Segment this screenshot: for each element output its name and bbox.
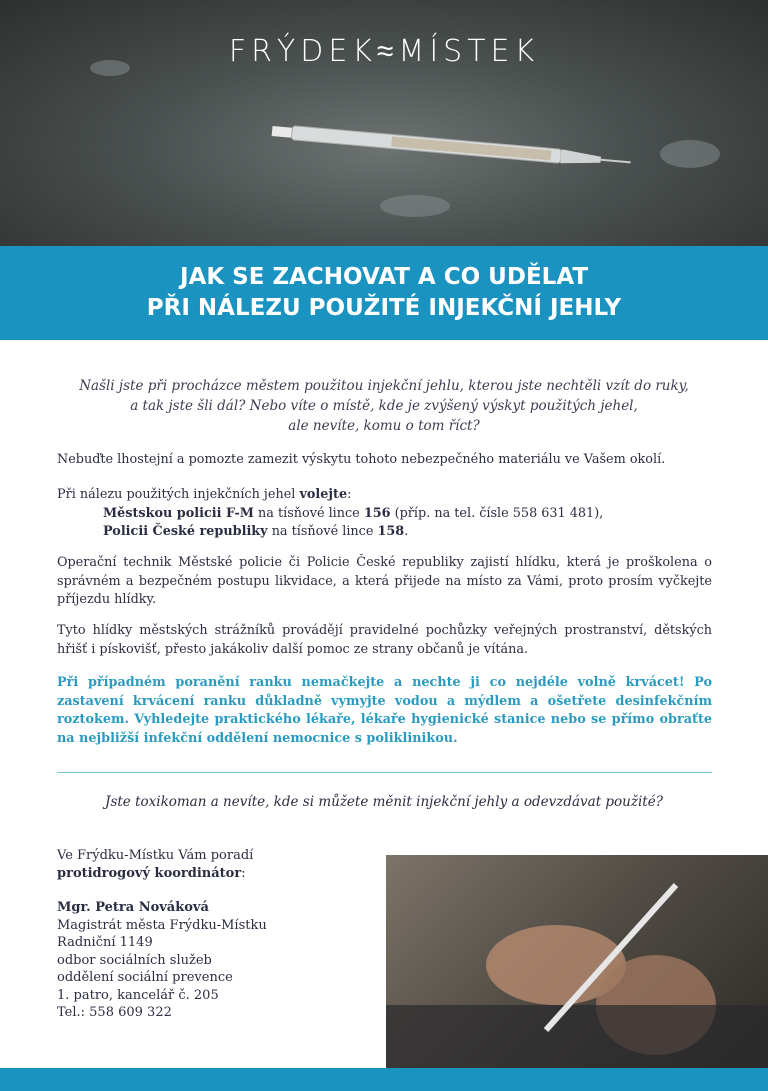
hero-photo xyxy=(0,0,768,246)
syringe-image xyxy=(271,120,632,173)
intro-line: a tak jste šli dál? Nebo víte o místě, kde je zvýšený výskyt použitých jehel, xyxy=(130,398,638,414)
paragraph-injury-warning: Při případném poranění ranku nemačkejte a nechte ji co nejdéle volně krvácet! Po zastavení krvácení ranku důkladně vymyjte vodou a mýdlem a ošetřete desinfekčním roztokem. Vyhledejte praktického lékaře, lékaře hygienické stanice nebo se přímo obraťte na nejbližší infekční oddělení nemocnice s poliklinikou. xyxy=(57,675,712,746)
text: na tísňové lince xyxy=(253,505,364,521)
state-police: Policii České republiky xyxy=(103,524,268,539)
intro-line: ale nevíte, komu o tom říct? xyxy=(288,418,480,434)
call-lead-bold: volejte xyxy=(299,487,348,502)
city-police: Městskou policii F-M xyxy=(103,505,254,521)
contact-line: 1. patro, kancelář č. 205 xyxy=(57,987,219,1003)
intro-text xyxy=(40,376,728,436)
state-police-line xyxy=(57,523,712,542)
text: . xyxy=(404,524,409,539)
contact-intro: Ve Frýdku-Místku Vám poradí xyxy=(57,848,254,863)
paragraph-appeal: Nebuďte lhostejní a pomozte zamezit výskytu tohoto nebezpečného materiálu ve Vašem okolí. xyxy=(57,452,666,467)
contact-name: Mgr. Petra Nováková xyxy=(57,900,209,915)
hands-syringe-photo xyxy=(386,855,768,1068)
title-line-2: PŘI NÁLEZU POUŽITÉ INJEKČNÍ JEHLY xyxy=(146,295,622,321)
city-police-number: 156 xyxy=(363,505,391,521)
divider xyxy=(57,772,712,773)
call-instructions xyxy=(57,486,712,542)
title-banner xyxy=(0,246,768,340)
contact-phone: Tel.: 558 609 322 xyxy=(57,1005,172,1020)
footer-bar xyxy=(0,1068,768,1091)
contact-line: Magistrát města Frýdku-Místku xyxy=(57,917,267,933)
contact-role: protidrogový koordinátor xyxy=(57,865,242,881)
title-line-1: JAK SE ZACHOVAT A CO UDĚLAT xyxy=(179,264,589,290)
state-police-number: 158 xyxy=(377,524,405,539)
contact-line: odbor sociálních služeb xyxy=(57,952,212,968)
paragraph-patrols-info: Tyto hlídky městských strážníků provádějí pravidelné pochůzky veřejných prostranství, dětských hřišť i pískovišť, přesto jakákoliv další pomoc ze strany občanů je vítána. xyxy=(57,623,712,657)
contact-line: Radniční 1149 xyxy=(57,935,153,950)
question-text: Jste toxikoman a nevíte, kde si můžete měnit injekční jehly a odevzdávat použité? xyxy=(105,794,663,810)
colon: : xyxy=(347,487,352,502)
contact-line: oddělení sociální prevence xyxy=(57,970,233,985)
contact-block xyxy=(57,847,267,1022)
paragraph-patrol: Operační technik Městské policie či Policie České republiky zajistí hlídku, která je proškolena o správném a bezpečném postupu likvidace, a která přijede na místo za Vámi, proto prosím vyčkejte příjezdu hlídky. xyxy=(57,555,712,607)
hands-image xyxy=(386,855,768,1068)
call-lead: Při nálezu použitých injekčních jehel xyxy=(57,487,300,502)
city-logo: FRÝDEK≈MÍSTEK xyxy=(228,34,540,69)
intro-line: Našli jste při procházce městem použitou injekční jehlu, kterou jste nechtěli vzít do ruky, xyxy=(79,378,689,394)
text: na tísňové lince xyxy=(267,524,378,539)
text: (příp. na tel. čísle 558 631 481), xyxy=(390,505,604,521)
colon: : xyxy=(241,865,246,881)
city-police-line xyxy=(57,505,712,524)
